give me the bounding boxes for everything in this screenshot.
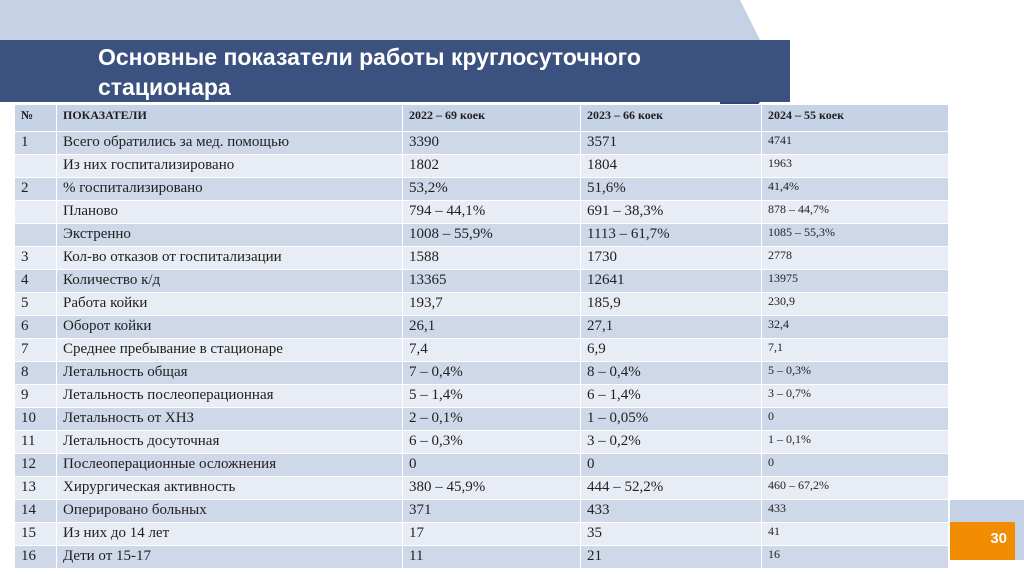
cell-number: 15 — [15, 523, 57, 546]
cell-indicator: Летальность от ХНЗ — [57, 408, 403, 431]
header-indicators: ПОКАЗАТЕЛИ — [57, 105, 403, 132]
cell-2024: 32,4 — [762, 316, 949, 339]
table-header-row — [15, 105, 949, 132]
cell-2023: 1804 — [581, 155, 762, 178]
cell-indicator: Из них госпитализировано — [57, 155, 403, 178]
cell-indicator: Кол-во отказов от госпитализации — [57, 247, 403, 270]
table-row — [15, 408, 949, 431]
cell-2023: 3 – 0,2% — [581, 431, 762, 454]
cell-2022: 1588 — [403, 247, 581, 270]
cell-2023: 691 – 38,3% — [581, 201, 762, 224]
cell-2022: 0 — [403, 454, 581, 477]
cell-2024: 41,4% — [762, 178, 949, 201]
cell-2024: 1963 — [762, 155, 949, 178]
cell-2022: 371 — [403, 500, 581, 523]
cell-2022: 11 — [403, 546, 581, 569]
cell-2024: 1 – 0,1% — [762, 431, 949, 454]
table-row — [15, 431, 949, 454]
cell-2023: 444 – 52,2% — [581, 477, 762, 500]
cell-indicator: Среднее пребывание в стационаре — [57, 339, 403, 362]
table-row — [15, 454, 949, 477]
cell-indicator: Из них до 14 лет — [57, 523, 403, 546]
cell-number — [15, 155, 57, 178]
slide-title: Основные показатели работы круглосуточного стационара — [98, 44, 641, 100]
cell-number: 11 — [15, 431, 57, 454]
page-number-badge: 30 — [950, 522, 1015, 560]
cell-2022: 193,7 — [403, 293, 581, 316]
cell-indicator: Оборот койки — [57, 316, 403, 339]
cell-number: 1 — [15, 132, 57, 155]
cell-number: 8 — [15, 362, 57, 385]
indicators-table — [14, 104, 948, 569]
cell-2023: 3571 — [581, 132, 762, 155]
cell-indicator: Дети от 15-17 — [57, 546, 403, 569]
table-row — [15, 385, 949, 408]
cell-indicator: Летальность послеоперационная — [57, 385, 403, 408]
cell-2022: 26,1 — [403, 316, 581, 339]
cell-2023: 433 — [581, 500, 762, 523]
cell-2024: 433 — [762, 500, 949, 523]
cell-2023: 35 — [581, 523, 762, 546]
cell-2023: 27,1 — [581, 316, 762, 339]
table-row — [15, 339, 949, 362]
cell-number — [15, 224, 57, 247]
cell-2022: 794 – 44,1% — [403, 201, 581, 224]
cell-2024: 0 — [762, 408, 949, 431]
header-2022: 2022 – 69 коек — [403, 105, 581, 132]
cell-indicator: Оперировано больных — [57, 500, 403, 523]
cell-indicator: Летальность досуточная — [57, 431, 403, 454]
cell-indicator: Хирургическая активность — [57, 477, 403, 500]
cell-2023: 1113 – 61,7% — [581, 224, 762, 247]
cell-2022: 13365 — [403, 270, 581, 293]
table-row — [15, 247, 949, 270]
cell-number — [15, 201, 57, 224]
cell-2024: 1085 – 55,3% — [762, 224, 949, 247]
cell-number: 10 — [15, 408, 57, 431]
table-row — [15, 224, 949, 247]
cell-2024: 3 – 0,7% — [762, 385, 949, 408]
cell-2023: 51,6% — [581, 178, 762, 201]
cell-indicator: Работа койки — [57, 293, 403, 316]
cell-2023: 6,9 — [581, 339, 762, 362]
cell-2022: 5 – 1,4% — [403, 385, 581, 408]
cell-2022: 1008 – 55,9% — [403, 224, 581, 247]
table-row — [15, 178, 949, 201]
cell-indicator: Экстренно — [57, 224, 403, 247]
cell-indicator: Летальность общая — [57, 362, 403, 385]
cell-2023: 0 — [581, 454, 762, 477]
cell-2024: 7,1 — [762, 339, 949, 362]
cell-2024: 878 – 44,7% — [762, 201, 949, 224]
table-row — [15, 293, 949, 316]
cell-2024: 13975 — [762, 270, 949, 293]
cell-2022: 380 – 45,9% — [403, 477, 581, 500]
cell-2023: 1 – 0,05% — [581, 408, 762, 431]
cell-2022: 2 – 0,1% — [403, 408, 581, 431]
cell-2023: 185,9 — [581, 293, 762, 316]
cell-number: 4 — [15, 270, 57, 293]
cell-2023: 8 – 0,4% — [581, 362, 762, 385]
table-row — [15, 546, 949, 569]
cell-2024: 5 – 0,3% — [762, 362, 949, 385]
table-row — [15, 500, 949, 523]
cell-2023: 1730 — [581, 247, 762, 270]
cell-number: 7 — [15, 339, 57, 362]
cell-indicator: Планово — [57, 201, 403, 224]
cell-number: 16 — [15, 546, 57, 569]
cell-indicator: Послеоперационные осложнения — [57, 454, 403, 477]
header-2024: 2024 – 55 коек — [762, 105, 949, 132]
cell-2022: 1802 — [403, 155, 581, 178]
cell-2024: 4741 — [762, 132, 949, 155]
cell-number: 12 — [15, 454, 57, 477]
cell-2024: 2778 — [762, 247, 949, 270]
cell-2023: 12641 — [581, 270, 762, 293]
cell-number: 2 — [15, 178, 57, 201]
cell-2022: 7 – 0,4% — [403, 362, 581, 385]
table-row — [15, 362, 949, 385]
cell-number: 9 — [15, 385, 57, 408]
table-row — [15, 132, 949, 155]
corner-decor-edge — [1015, 522, 1024, 560]
cell-indicator: Количество к/д — [57, 270, 403, 293]
table-row — [15, 523, 949, 546]
cell-2024: 0 — [762, 454, 949, 477]
cell-2024: 460 – 67,2% — [762, 477, 949, 500]
corner-decor — [950, 500, 1024, 522]
cell-2024: 230,9 — [762, 293, 949, 316]
cell-2024: 41 — [762, 523, 949, 546]
table-row — [15, 270, 949, 293]
cell-indicator: Всего обратились за мед. помощью — [57, 132, 403, 155]
cell-number: 13 — [15, 477, 57, 500]
cell-number: 14 — [15, 500, 57, 523]
cell-number: 5 — [15, 293, 57, 316]
cell-2022: 17 — [403, 523, 581, 546]
cell-2023: 21 — [581, 546, 762, 569]
cell-2022: 3390 — [403, 132, 581, 155]
cell-2022: 6 – 0,3% — [403, 431, 581, 454]
cell-number: 6 — [15, 316, 57, 339]
table-row — [15, 155, 949, 178]
header-2023: 2023 – 66 коек — [581, 105, 762, 132]
cell-number: 3 — [15, 247, 57, 270]
cell-2024: 16 — [762, 546, 949, 569]
cell-indicator: % госпитализировано — [57, 178, 403, 201]
cell-2022: 53,2% — [403, 178, 581, 201]
header-number: № — [15, 105, 57, 132]
table-row — [15, 477, 949, 500]
cell-2022: 7,4 — [403, 339, 581, 362]
table-row — [15, 201, 949, 224]
table-row — [15, 316, 949, 339]
cell-2023: 6 – 1,4% — [581, 385, 762, 408]
